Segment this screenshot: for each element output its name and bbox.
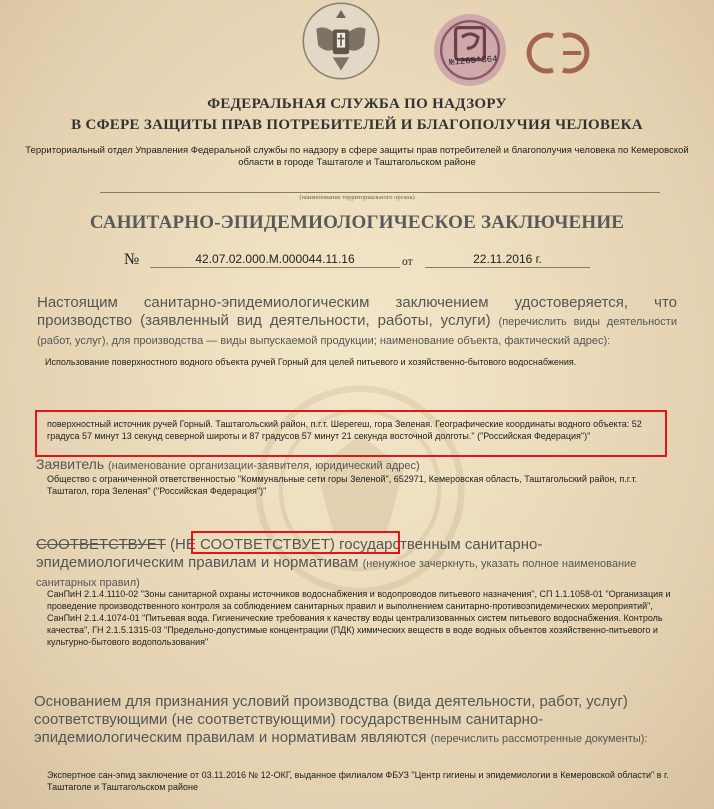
sanitary-rules-list: СанПиН 2.1.4.1110-02 "Зоны санитарной охраны источников водоснабжения и водопроводов питьевого назначения", СП 1.1.1058-01 "Организация и проведение производственного контроля за соблюдением санитарных правил и выполнением санитарно-противоэпидемических мероприятий", СанПиН 2.1.4.1074-01 "Питьевая вода. Гигиенические требования к качеству воды централизованных систем питьевого водоснабжения. Контроль качества", ГН 2.1.5.1315-03 "Предельно-допустимые концентрации (ПДК) химических веществ в воде водных объектов хозяйственно-питьевого и культурно-бытового водопользования" <box>47 589 671 647</box>
applicant-label: Заявитель <box>36 456 105 472</box>
registration-stamp-icon <box>430 10 510 90</box>
complies-hint: (ненужное зачеркнуть, указать полное наименование санитарных правил) <box>36 558 637 589</box>
document-title: САНИТАРНО-ЭПИДЕМИОЛОГИЧЕСКОЕ ЗАКЛЮЧЕНИЕ <box>89 212 625 233</box>
territorial-caption: (наименование территориального органа) <box>299 194 415 201</box>
divider <box>100 192 660 193</box>
basis-paragraph <box>34 693 679 748</box>
document-number: 42.07.02.000.М.000044.11.16 <box>150 252 400 268</box>
conformity-mark-icon <box>525 30 597 76</box>
not-complies-highlight-box <box>191 531 400 554</box>
complies-struck: СООТВЕТСТВУЕТ <box>36 536 166 553</box>
coat-of-arms-icon <box>300 0 382 82</box>
complies-rest: государственным санитарно-эпидемиологическим правилам и нормативам <box>36 536 543 571</box>
certify-text: Настоящим санитарно-эпидемиологическим заключением удостоверяется, что производство (заявленный вид деятельности, работы, услуги) <box>37 294 677 329</box>
source-highlight-box <box>35 410 667 457</box>
applicant-heading <box>36 456 420 472</box>
basis-text: Основанием для признания условий производства (вида деятельности, работ, услуг) соответствующими (не соответствующими) государственным санитарно-эпидемиологическим правилам и нормативам являются <box>34 693 628 746</box>
certify-paragraph <box>37 294 677 350</box>
not-complies: (НЕ СООТВЕТСТВУЕТ) <box>170 536 335 553</box>
date-label: от <box>402 256 413 268</box>
activity-description: Использование поверхностного водного объекта ручей Горный для целей питьевого и хозяйственно-бытового водоснабжения. <box>45 357 577 367</box>
agency-name-line2: В СФЕРЕ ЗАЩИТЫ ПРАВ ПОТРЕБИТЕЛЕЙ И БЛАГОПОЛУЧИЯ ЧЕЛОВЕКА <box>71 117 643 133</box>
stamp-code: №1265*364 <box>448 54 498 68</box>
territorial-body: Территориальный отдел Управления Федеральной службы по надзору в сфере защиты прав потребителей и благополучия человека по Кемеровской области в городе Таштаголе и Таштагольском районе <box>25 145 689 168</box>
agency-name-line1: ФЕДЕРАЛЬНАЯ СЛУЖБА ПО НАДЗОРУ <box>207 96 507 112</box>
expert-conclusion: Экспертное сан-эпид заключение от 03.11.2016 № 12-ОКГ, выданное филиалом ФБУЗ "Центр гигиены и эпидемиологии в Кемеровской области" в г. Таштаголе и Таштагольском районе <box>47 770 669 792</box>
applicant-hint: (наименование организации-заявителя, юридический адрес) <box>108 460 420 472</box>
water-source-description: поверхностный источник ручей Горный. Таштагольский район, п.г.т. Шерегеш, гора Зеленая. Географические координаты водного объекта: 52 градуса 57 минут 13 секунд северной широты и 87 градусов 57 минут 21 секунда восточной долготы." ("Российская Федерация")" <box>47 419 642 441</box>
certify-hint: (перечислить виды деятельности (работ, услуг), для производства — виды выпускаемой продукции; наименование объекта, фактический адрес): <box>37 316 677 347</box>
number-label: № <box>124 251 140 268</box>
basis-hint: (перечислить рассмотренные документы): <box>430 733 648 745</box>
applicant-details: Общество с ограниченной ответственностью "Коммунальные сети горы Зеленой", 652971, Кемеровская область, Таштагольский район, п.г.т. Таштагол, гора Зеленая" ("Российская Федерация")" <box>47 474 638 496</box>
document-date: 22.11.2016 г. <box>425 252 590 268</box>
